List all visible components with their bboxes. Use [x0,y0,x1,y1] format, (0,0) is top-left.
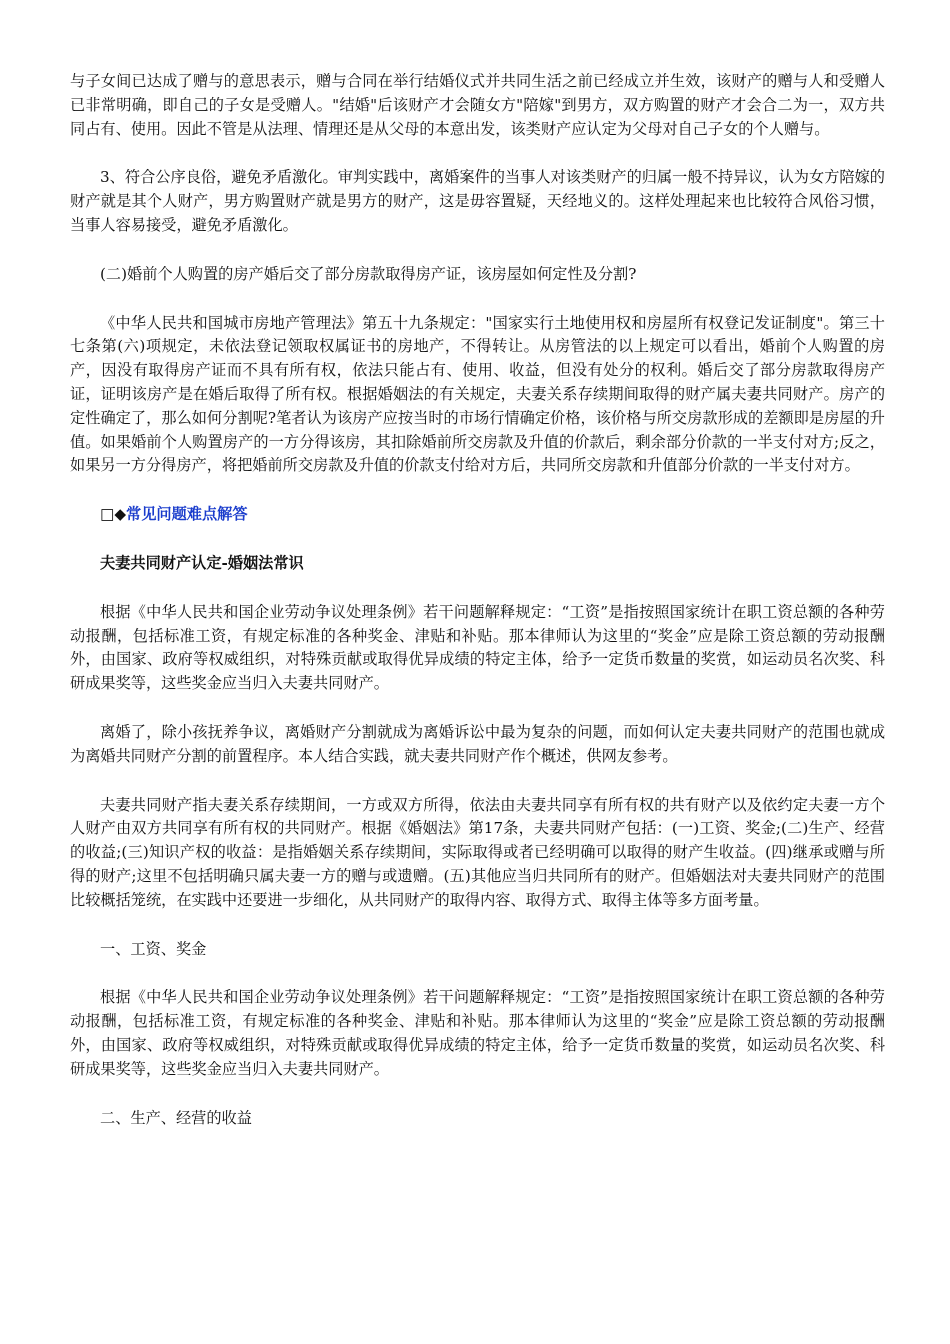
checkbox-icon: □ [100,505,115,524]
paragraph-joint-property-definition: 夫妻共同财产指夫妻关系存续期间，一方或双方所得，依法由夫妻共同享有所有权的共有财产以及依约定夫妻一方个人财产由双方共同享有所有权的共同财产。根据《婚姻法》第17条，夫妻共同财产包括：(一)工资、奖金;(二)生产、经营的收益;(三)知识产权的收益：是指婚姻关系存续期间，实际取得或者已经明确可以取得的财产生收益。(四)继承或赠与所得的财产;这里不包括明确只属夫妻一方的赠与或遗赠。(五)其他应当归共同所有的财产。但婚姻法对夫妻共同财产的范围比较概括笼统，在实践中还要进一步细化，从共同财产的取得内容、取得方式、取得主体等多方面考量。 [70,795,885,909]
paragraph-gift-intent: 与子女间已达成了赠与的意思表示，赠与合同在举行结婚仪式并共同生活之前已经成立并生效，该财产的赠与人和受赠人已非常明确，即自己的子女是受赠人。"结婚"后该财产才会随女方"陪嫁"到男方，双方购置的财产才会合二为一，双方共同占有、使用。因此不管是从法理、情理还是从父母的本意出发，该类财产应认定为父母对自己子女的个人赠与。 [70,72,885,138]
faq-link-label[interactable]: 常见问题难点解答 [126,505,248,524]
paragraph-question-house: (二)婚前个人购置的房产婚后交了部分房款取得房产证，该房屋如何定性及分割? [100,264,637,283]
heading-production-income: 二、生产、经营的收益 [100,1108,252,1127]
paragraph-public-order: 3、符合公序良俗，避免矛盾激化。审判实践中，离婚案件的当事人对该类财产的归属一般不持异议，认为女方陪嫁的财产就是其个人财产，男方购置财产就是男方的财产，这是毋容置疑，天经地义的。这样处理起来也比较符合风俗习惯，当事人容易接受，避免矛盾激化。 [70,168,885,234]
paragraph-real-estate-law: 《中华人民共和国城市房地产管理法》第五十九条规定："国家实行土地使用权和房屋所有权登记发证制度"。第三十七条第(六)项规定，未依法登记领取权属证书的房地产，不得转让。从房管法的以上规定可以看出，婚前个人购置的房产，因没有取得房产证而不具有所有权，依法只能占有、使用、收益，但没有处分的权利。婚后交了部分房款取得房产证，证明该房产是在婚后取得了所有权。根据婚姻法的有关规定，夫妻关系存续期间取得的财产属夫妻共同财产。房产的定性确定了，那么如何分割呢?笔者认为该房产应按当时的市场行情确定价格，该价格与所交房款形成的差额即是房屋的升值。如果婚前个人购置房产的一方分得该房，其扣除婚前所交房款及升值的价款后，剩余部分价款的一半支付对方;反之，如果另一方分得房产，将把婚前所交房款及升值的价款支付给对方后，共同所交房款和升值部分价款的一半支付对方。 [70,313,885,475]
document-page [70,70,885,1155]
paragraph-divorce-intro: 离婚了，除小孩抚养争议，离婚财产分割就成为离婚诉讼中最为复杂的问题，而如何认定夫妻共同财产的范围也就成为离婚共同财产分割的前置程序。本人结合实践，就夫妻共同财产作个概述，供网友参考。 [70,722,885,765]
paragraph-wage-definition: 根据《中华人民共和国企业劳动争议处理条例》若干问题解释规定：“工资”是指按照国家统计在职工资总额的各种劳动报酬，包括标准工资，有规定标准的各种奖金、津贴和补贴。那本律师认为这里的“奖金”应是除工资总额的劳动报酬外，由国家、政府等权威组织，对特殊贡献或取得优异成绩的特定主体，给予一定货币数量的奖赏，如运动员名次奖、科研成果奖等，这些奖金应当归入夫妻共同财产。 [70,602,885,693]
paragraph-wage-definition-repeat: 根据《中华人民共和国企业劳动争议处理条例》若干问题解释规定：“工资”是指按照国家统计在职工资总额的各种劳动报酬，包括标准工资，有规定标准的各种奖金、津贴和补贴。那本律师认为这里的“奖金”应是除工资总额的劳动报酬外，由国家、政府等权威组织，对特殊贡献或取得优异成绩的特定主体，给予一定货币数量的奖赏，如运动员名次奖、科研成果奖等，这些奖金应当归入夫妻共同财产。 [70,988,885,1078]
article-subheading: 夫妻共同财产认定-婚姻法常识 [100,553,304,572]
faq-section-link[interactable] [100,503,885,527]
diamond-bullet-icon: ◆ [114,505,127,524]
heading-wages-bonus: 一、工资、奖金 [100,939,207,958]
